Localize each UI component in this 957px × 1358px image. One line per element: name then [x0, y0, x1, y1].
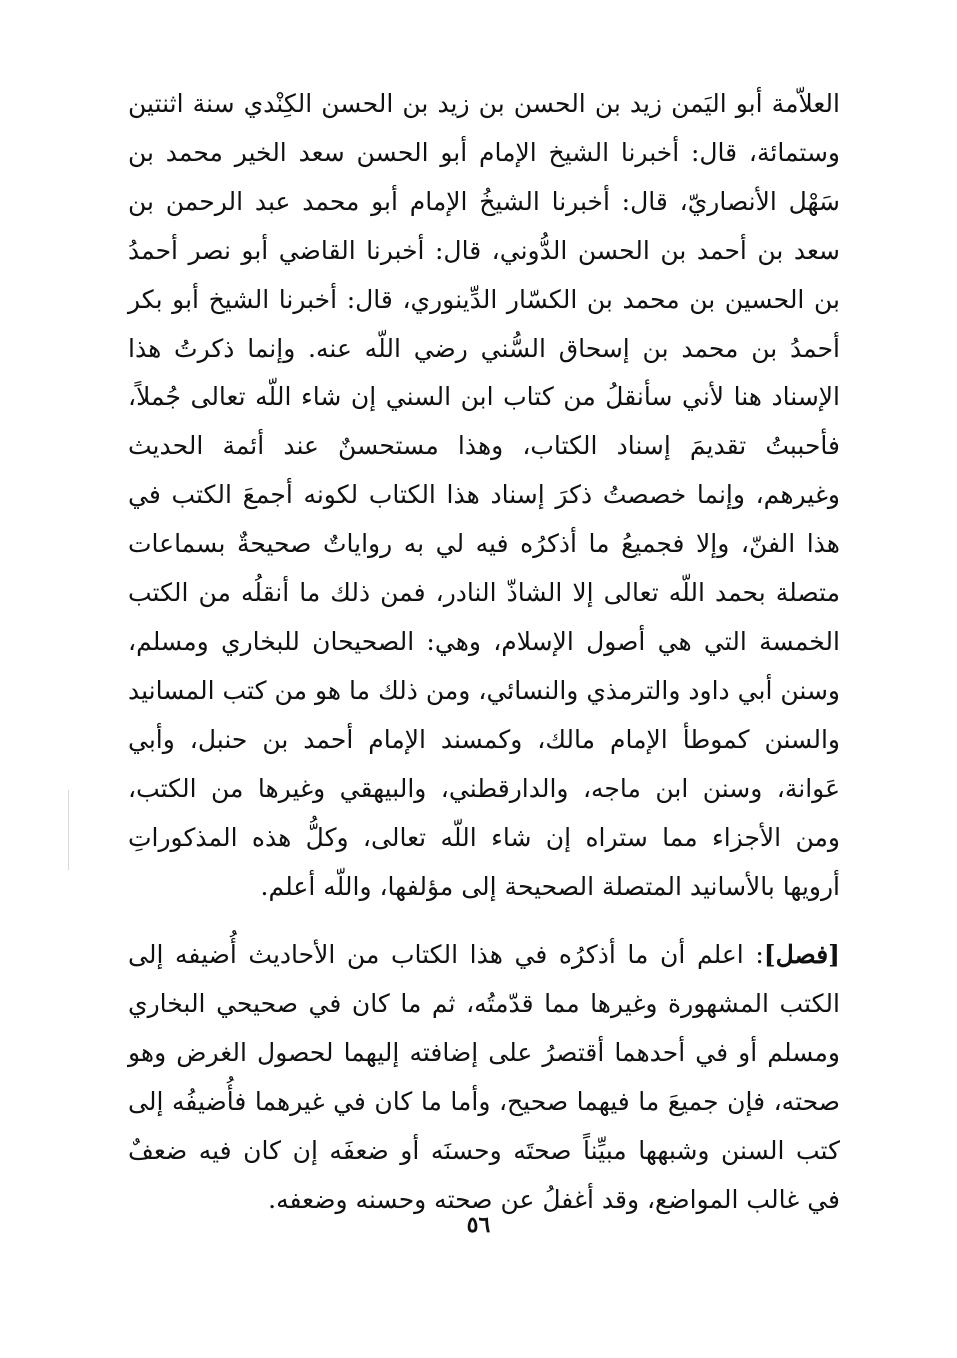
paragraph-fasl: [128, 931, 840, 1224]
fasl-label: [فصل]: [763, 940, 840, 970]
paragraph-isnad: العلاّمة أبو اليَمن زيد بن الحسن بن زيد بن الحسن الكِنْدي سنة اثنتين وستمائة، قال: أخبرنا الشيخ الإمام أبو الحسن سعد الخير محمد بن سَهْل الأنصاريّ، قال: أخبرنا الشيخُ الإمام أبو محمد عبد الرحمن بن سعد بن أحمد بن الحسن الدُّوني، قال: أخبرنا القاضي أبو نصر أحمدُ بن الحسين بن محمد بن الكسّار الدِّينوري، قال: أخبرنا الشيخ أبو بكر أحمدُ بن محمد بن إسحاق السُّني رضي اللّه عنه. وإنما ذكرتُ هذا الإسناد هنا لأني سأنقلُ من كتاب ابن السني إن شاء اللّه تعالى جُملاً، فأحببتُ تقديمَ إسناد الكتاب، وهذا مستحسنٌ عند أئمة الحديث وغيرهم، وإنما خصصتُ ذكرَ إسناد هذا الكتاب لكونه أجمعَ الكتب في هذا الفنّ، وإلا فجميعُ ما أذكرُه فيه لي به رواياتٌ صحيحةٌ بسماعات متصلة بحمد اللّه تعالى إلا الشاذّ النادر، فمن ذلك ما أنقلُه من الكتب الخمسة التي هي أصول الإسلام، وهي: الصحيحان للبخاري ومسلم، وسنن أبي داود والترمذي والنسائي، ومن ذلك ما هو من كتب المسانيد والسنن كموطأ الإمام مالك، وكمسند الإمام أحمد بن حنبل، وأبي عَوانة، وسنن ابن ماجه، والدارقطني، والبيهقي وغيرها من الكتب، ومن الأجزاء مما ستراه إن شاء اللّه تعالى، وكلُّ هذه المذكوراتِ أرويها بالأسانيد المتصلة الصحيحة إلى مؤلفها، واللّه أعلم.: [128, 89, 840, 901]
scan-margin-line: [68, 790, 69, 870]
page-body: [128, 80, 840, 1225]
page-number: ٥٦: [466, 1212, 491, 1238]
fasl-text: : اعلم أن ما أذكرُه في هذا الكتاب من الأحاديث أُضيفه إلى الكتب المشهورة وغيرها مما قدّمتُه، ثم ما كان في صحيحي البخاري ومسلم أو في أحدهما أقتصرُ على إضافته إليهما لحصول الغرض وهو صحته، فإن جميعَ ما فيهما صحيح، وأما ما كان في غيرهما فأُضيفُه إلى كتب السنن وشبهها مبيِّناً صحتَه وحسنَه أو ضعفَه إن كان فيه ضعفٌ في غالب المواضع، وقد أغفلُ عن صحته وحسنه وضعفه.: [128, 940, 840, 1214]
